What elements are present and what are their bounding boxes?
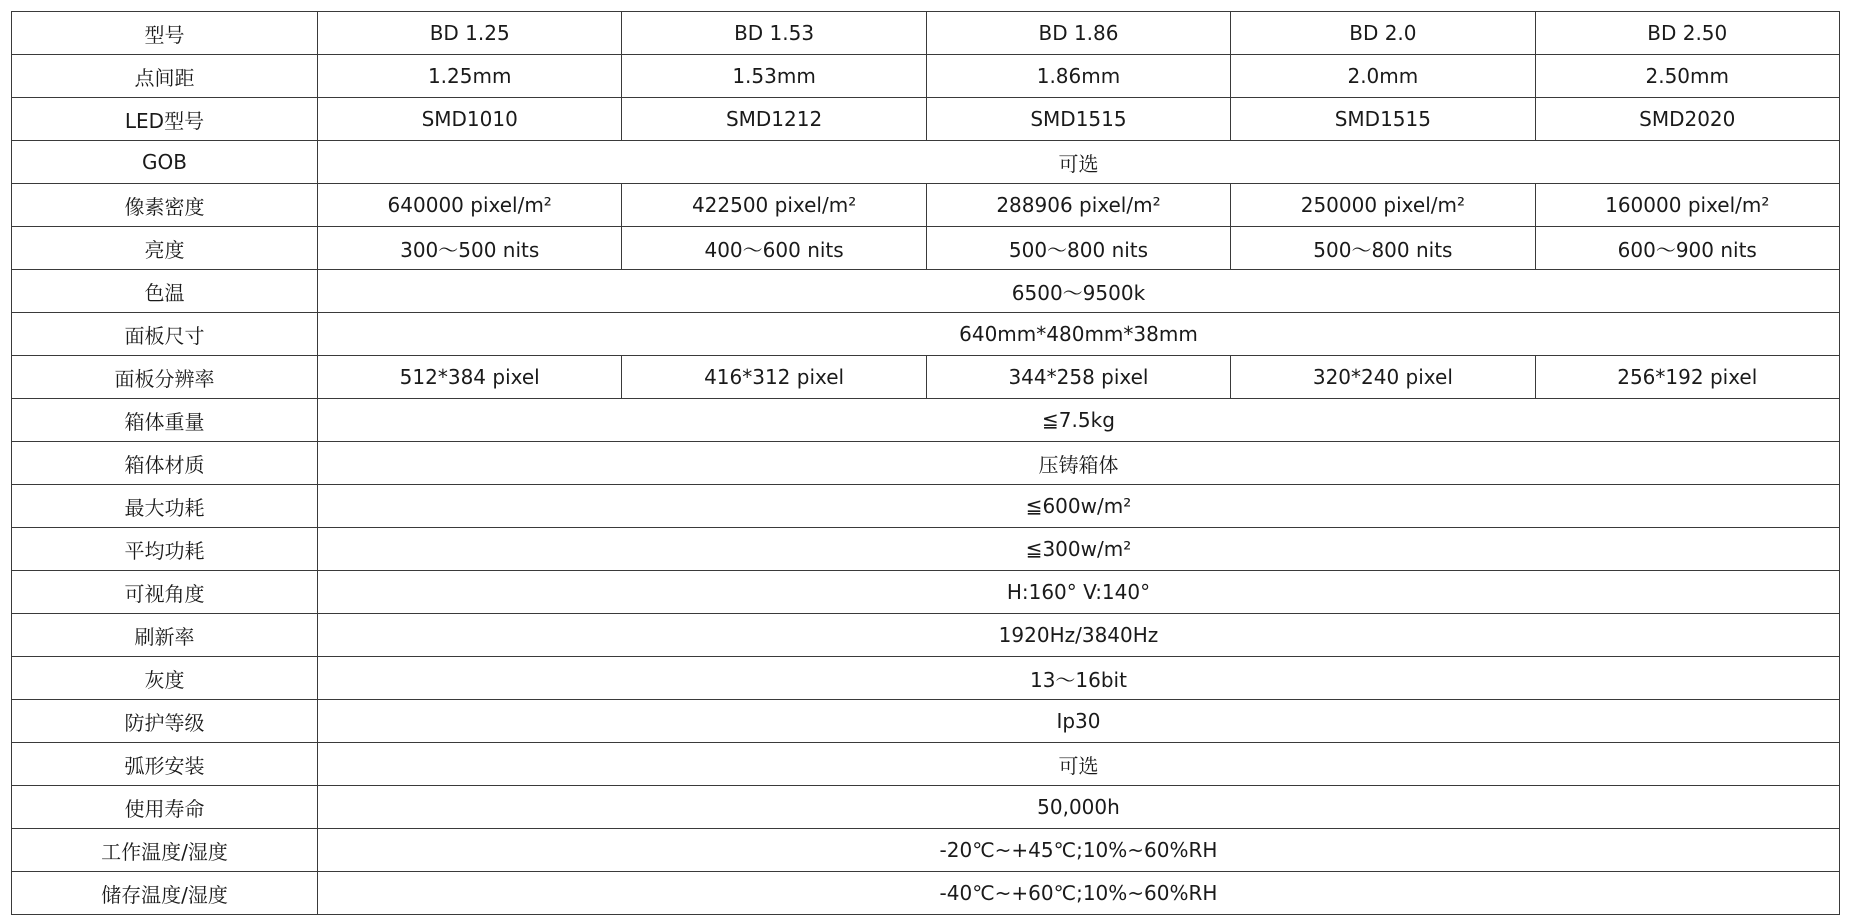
spec-label: 刷新率 — [12, 614, 318, 657]
header-row — [12, 12, 1840, 55]
spec-label: 点间距 — [12, 55, 318, 98]
spec-table — [11, 11, 1840, 915]
spec-label: 使用寿命 — [12, 786, 318, 829]
spec-row — [12, 313, 1840, 356]
header-label: 型号 — [12, 12, 318, 55]
spec-label: 工作温度/湿度 — [12, 829, 318, 872]
spec-row — [12, 528, 1840, 571]
spec-label: 箱体重量 — [12, 399, 318, 442]
spec-value-merged: ≦600w/m² — [318, 485, 1840, 528]
spec-value: 500～800 nits — [1231, 227, 1535, 270]
spec-label: 亮度 — [12, 227, 318, 270]
spec-row — [12, 743, 1840, 786]
spec-value-merged: 50,000h — [318, 786, 1840, 829]
model-header: BD 1.25 — [318, 12, 622, 55]
spec-value: 512*384 pixel — [318, 356, 622, 399]
spec-value-merged: -20℃~+45℃;10%~60%RH — [318, 829, 1840, 872]
spec-row — [12, 872, 1840, 915]
model-header: BD 1.53 — [622, 12, 926, 55]
spec-value: 320*240 pixel — [1231, 356, 1535, 399]
spec-value-merged: ≦7.5kg — [318, 399, 1840, 442]
spec-value-merged: 640mm*480mm*38mm — [318, 313, 1840, 356]
spec-value: SMD1515 — [926, 98, 1230, 141]
spec-row — [12, 184, 1840, 227]
spec-value-merged: 可选 — [318, 141, 1840, 184]
model-header: BD 2.50 — [1535, 12, 1839, 55]
spec-value-merged: ≦300w/m² — [318, 528, 1840, 571]
spec-row — [12, 270, 1840, 313]
spec-label: 最大功耗 — [12, 485, 318, 528]
spec-value: 422500 pixel/m² — [622, 184, 926, 227]
spec-label: 弧形安装 — [12, 743, 318, 786]
spec-value: 600～900 nits — [1535, 227, 1839, 270]
spec-label: 面板分辨率 — [12, 356, 318, 399]
spec-label: 像素密度 — [12, 184, 318, 227]
spec-row — [12, 485, 1840, 528]
spec-row — [12, 700, 1840, 743]
spec-value: 250000 pixel/m² — [1231, 184, 1535, 227]
spec-label: 灰度 — [12, 657, 318, 700]
spec-value: 2.0mm — [1231, 55, 1535, 98]
spec-value-merged: H:160° V:140° — [318, 571, 1840, 614]
spec-value: 344*258 pixel — [926, 356, 1230, 399]
spec-value: 160000 pixel/m² — [1535, 184, 1839, 227]
spec-row — [12, 141, 1840, 184]
spec-value-merged: 压铸箱体 — [318, 442, 1840, 485]
spec-row — [12, 442, 1840, 485]
spec-row — [12, 786, 1840, 829]
spec-value-merged: -40℃~+60℃;10%~60%RH — [318, 872, 1840, 915]
spec-value-merged: 可选 — [318, 743, 1840, 786]
spec-value: 300～500 nits — [318, 227, 622, 270]
spec-table-body — [12, 12, 1840, 915]
spec-value: 2.50mm — [1535, 55, 1839, 98]
spec-value: SMD1010 — [318, 98, 622, 141]
spec-value: 1.53mm — [622, 55, 926, 98]
spec-value: 416*312 pixel — [622, 356, 926, 399]
spec-value-merged: 1920Hz/3840Hz — [318, 614, 1840, 657]
spec-value: SMD1212 — [622, 98, 926, 141]
spec-label: LED型号 — [12, 98, 318, 141]
spec-label: 平均功耗 — [12, 528, 318, 571]
spec-label: 面板尺寸 — [12, 313, 318, 356]
spec-label: 储存温度/湿度 — [12, 872, 318, 915]
spec-value: 1.25mm — [318, 55, 622, 98]
spec-row — [12, 571, 1840, 614]
spec-value: SMD1515 — [1231, 98, 1535, 141]
spec-label: 箱体材质 — [12, 442, 318, 485]
spec-row — [12, 55, 1840, 98]
spec-label: 可视角度 — [12, 571, 318, 614]
spec-label: 色温 — [12, 270, 318, 313]
spec-value-merged: 6500～9500k — [318, 270, 1840, 313]
spec-value: 256*192 pixel — [1535, 356, 1839, 399]
spec-row — [12, 399, 1840, 442]
spec-value: 1.86mm — [926, 55, 1230, 98]
spec-row — [12, 614, 1840, 657]
spec-value-merged: Ip30 — [318, 700, 1840, 743]
spec-row — [12, 657, 1840, 700]
spec-row — [12, 98, 1840, 141]
spec-value-merged: 13～16bit — [318, 657, 1840, 700]
spec-value: 500～800 nits — [926, 227, 1230, 270]
spec-label: GOB — [12, 141, 318, 184]
spec-label: 防护等级 — [12, 700, 318, 743]
spec-value: 640000 pixel/m² — [318, 184, 622, 227]
model-header: BD 1.86 — [926, 12, 1230, 55]
spec-value: SMD2020 — [1535, 98, 1839, 141]
spec-row — [12, 356, 1840, 399]
spec-value: 288906 pixel/m² — [926, 184, 1230, 227]
spec-row — [12, 227, 1840, 270]
spec-row — [12, 829, 1840, 872]
spec-value: 400～600 nits — [622, 227, 926, 270]
model-header: BD 2.0 — [1231, 12, 1535, 55]
